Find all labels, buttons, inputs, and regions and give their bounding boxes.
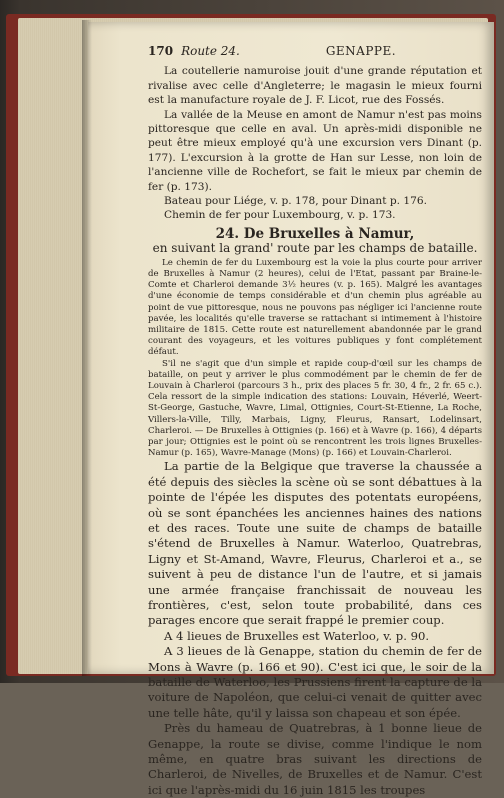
section-title: 24. De Bruxelles à Namur,: [215, 225, 415, 242]
paragraph-railway-luxembourg: Chemin de fer pour Luxembourg, v. p. 173.: [164, 209, 396, 222]
small-paragraph-railway: Le chemin de fer du Luxembourg est la voie la plus courte pour arriver de Bruxelles à Namur (2 heures), celui de l'Etat, passant par Braine-le-Comte et Charleroi demande 3½ heures (v. p. 165). Malgré les avantages d'une économie de temps considérable et d'un chemin plus agréable au point de vue pittoresque, nous ne pouvons pas négliger ici l'ancienne route pavée, les localités qu'elle traverse se rattachant si intimement à l'histoire militaire de 1815. Cette route est naturellement abandonnée par le grand courant des voyageurs, et les voitures publiques y font complétement défaut.: [148, 257, 482, 358]
small-print: [148, 258, 482, 460]
paragraph-meuse-valley: La vallée de la Meuse en amont de Namur n'est pas moins pittoresque que celle en aval. Un après-midi disponible ne peut être mieux employé qu'à une excursion vers Dinant (p. 177). L'excursion à la grotte de Han sur Lesse, non loin de l'ancienne ville de Rochefort, se fait le mieux par chemin de fer (p. 173).: [148, 108, 482, 193]
paragraph-history: La partie de la Belgique que traverse la chaussée a été depuis des siècles la scène où se sont débattues à la pointe de l'épée les disputes des potentats européens, où se sont épanchées les anciennes haines des nations et des races. Toute une suite de champs de bataille s'étend de Bruxelles à Namur. Waterloo, Quatrebras, Ligny et St-Amand, Wavre, Fleurus, Charleroi et a., se suivent à peu de distance l'un de l'autre, et si jamais une armée française franchissait de nouveau les frontières, c'est, selon toute probabilité, dans ces parages encore que serait frappé le premier coup.: [148, 459, 482, 628]
page-number: 170: [148, 44, 174, 58]
page-text: [148, 44, 482, 798]
route-label: Route 24.: [181, 44, 240, 58]
page-gutter-shadow: [82, 20, 92, 676]
paragraph-quatrebras: Près du hameau de Quatrebras, à 1 bonne lieue de Genappe, la route se divise, comme l'indique le nom même, en quatre bras suivant les directions de Charleroi, de Nivelles, de Bruxelles et de Namur. C'est ici que l'après-midi du 16 juin 1815 les troupes: [148, 721, 482, 797]
main-body: [148, 459, 482, 798]
paragraph-waterloo: A 4 lieues de Bruxelles est Waterloo, v. p. 90.: [164, 628, 430, 643]
section-subtitle: en suivant la grand' route par les champs de bataille.: [152, 241, 478, 256]
running-header: [148, 44, 482, 58]
paragraph-cutlery: La coutellerie namuroise jouit d'une grande réputation et rivalise avec celle d'Angleterre; le magasin le mieux fourni est la manufacture royale de J. F. Licot, rue des Fossés.: [148, 65, 482, 107]
small-paragraph-battlefields: S'il ne s'agit que d'un simple et rapide coup-d'œil sur les champs de bataille, on peut y arriver le plus commodément par le chemin de fer de Louvain à Charleroi (parcours 3 h., prix des places 5 fr. 30, 4 fr., 2 fr. 65 c.). Cela ressort de la simple indication des stations: Louvain, Héverlé, Weert-St-George, Gastuche, Wavre, Limal, Ottignies, Court-St-Etienne, La Roche, Villers-la-Ville, Tilly, Marbais, Ligny, Fleurus, Ransart, Lodelinsart, Charleroi. — De Bruxelles à Ottignies (p. 166) et à Wavre (p. 166), 4 départs par jour; Ottignies est le point où se rencontrent les trois lignes Bruxelles-Namur (p. 165), Wavre-Manage (Mons) (p. 166) et Louvain-Charleroi.: [148, 358, 482, 459]
place-heading: GENAPPE.: [325, 44, 397, 58]
paragraph-genappe: A 3 lieues de là Genappe, station du chemin de fer de Mons à Wavre (p. 166 et 90). C'est ici que, le soir de la bataille de Waterloo, les Prussiens firent la capture de la voiture de Napoléon, que celui-ci venait de quitter avec une telle hâte, qu'il y laissa son chapeau et son épée.: [148, 644, 482, 720]
paragraph-boat: Bateau pour Liége, v. p. 178, pour Dinant p. 176.: [164, 195, 427, 208]
